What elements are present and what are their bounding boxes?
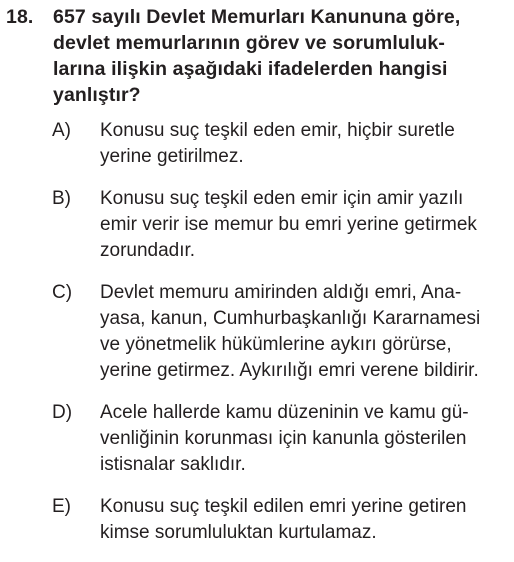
answer-options — [6, 118, 511, 546]
option-text: Devlet memuru amirinden aldığı emri, Ana- yasa, kanun, Cumhurbaşkanlığı Kararnamesi ve yönetmelik hükümlerine aykırı görürse, yerine getirmez. Aykırılığı emri verene bildirir. — [100, 282, 481, 381]
question-header — [6, 4, 511, 108]
option-text: Konusu suç teşkil eden emir için amir yazılı emir verir ise memur bu emri yerine getirmek zorundadır. — [100, 188, 477, 261]
option-letter: A) — [52, 120, 71, 141]
option-text: Acele hallerde kamu düzeninin ve kamu gü- venliğinin korunması için kanunla gösterilen istisnalar saklıdır. — [100, 402, 469, 475]
option-letter: D) — [52, 402, 73, 423]
question-block — [6, 4, 511, 562]
option-letter: C) — [52, 282, 73, 303]
option-letter: E) — [52, 496, 71, 517]
option-text: Konusu suç teşkil eden emir, hiçbir suretle yerine getirilmez. — [100, 120, 455, 167]
option-e[interactable] — [6, 494, 511, 546]
option-a[interactable] — [6, 118, 511, 170]
option-letter: B) — [52, 188, 71, 209]
option-b[interactable] — [6, 186, 511, 264]
question-text: 657 sayılı Devlet Memurları Kanununa göre, devlet memurlarının görev ve sorumluluk- larına ilişkin aşağıdaki ifadelerden hangisi yanlıştır? — [53, 6, 461, 106]
option-text: Konusu suç teşkil edilen emri yerine getiren kimse sorumluluktan kurtulamaz. — [100, 496, 467, 543]
option-d[interactable] — [6, 400, 511, 478]
question-number: 18. — [6, 6, 34, 28]
option-c[interactable] — [6, 280, 511, 384]
